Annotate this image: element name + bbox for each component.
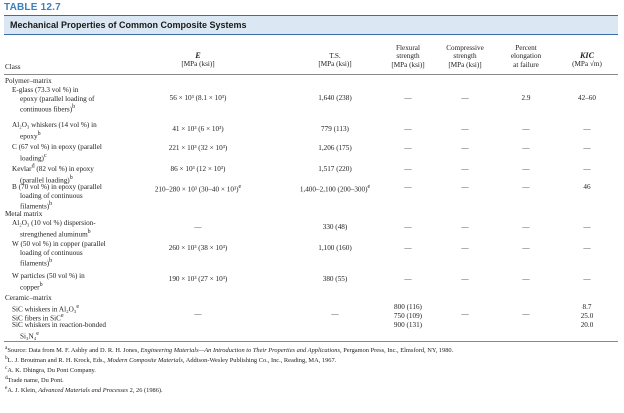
row-eglass-e: 56 × 10³ (8.1 × 10³) (169, 94, 227, 102)
row-c67-l1: C (67 vol %) in epoxy (parallel (12, 143, 102, 151)
row-wpart-l1: W particles (50 vol %) in (12, 272, 85, 280)
footer-rule (4, 341, 618, 342)
footnote-e-title: Advanced Materials and Processes (38, 387, 129, 395)
row-wpart-flex: — (404, 275, 412, 283)
category-polymer: Polymer–matrix (5, 77, 52, 85)
row-al2o3w-e: 41 × 10³ (6 × 10³) (172, 125, 224, 133)
row-wpart-material (12, 272, 85, 292)
row-wcu-material (12, 240, 106, 268)
row-boron-l1: B (70 vol %) in epoxy (parallel (12, 183, 102, 191)
header-flexural-unit: [MPa (ksi)] (391, 60, 425, 69)
footnote-e-text1: A. J. Klein, (7, 387, 39, 395)
header-compressive-l2: strength (453, 52, 477, 61)
row-sicw-l1: SiC whiskers in Al₂O₃ (12, 305, 77, 314)
row-al2o3al-kic: — (583, 223, 591, 231)
row-wpart-ts: 380 (55) (322, 275, 348, 283)
row-boron-l3: filaments) (20, 202, 50, 211)
row-wpart-e: 190 × 10³ (27 × 10³) (168, 275, 228, 283)
footnote-a-mark: a (5, 345, 8, 351)
row-kevlar-ts: 1,517 (220) (318, 165, 352, 173)
row-al2o3w-l1: Al₂O₃ whiskers (14 vol %) in (12, 121, 97, 129)
row-boron-e-value: 210–280 × 10³ (30–40 × 10³) (154, 185, 239, 194)
row-al2o3al-e: — (194, 223, 202, 231)
row-kevlar-l1a: Kevlar (12, 165, 32, 174)
footnote-d-text: Trade name, Du Pont. (7, 377, 64, 385)
row-c67-flex: — (404, 144, 412, 152)
row-sicw-e: — (194, 310, 202, 318)
row-boron-ts-sup: e (367, 184, 371, 190)
row-boron-sup: b (49, 201, 53, 208)
row-boron-l2: loading of continuous (20, 191, 83, 200)
row-al2o3al-flex: — (404, 223, 412, 231)
row-kevlar-l1b: (82 vol %) in epoxy (34, 165, 94, 174)
row-wcu-sup: b (49, 258, 53, 265)
row-boron-material (12, 183, 102, 211)
header-elongation-l2: elongation (510, 52, 542, 61)
row-sicw-flex: 800 (116) (394, 303, 422, 311)
footnote-c-text: A. K. Dhingra, Du Pont Company. (7, 367, 96, 375)
footnote-e-text2: 2, 26 (1986). (128, 387, 163, 395)
header-ts-unit: [MPa (ksi)] (318, 60, 352, 69)
header-e (158, 52, 238, 69)
row-kevlar-l2: (parallel loading) (20, 176, 70, 185)
header-ts-label: T.S. (329, 52, 341, 60)
row-wcu-l3: filaments) (20, 259, 50, 268)
footnote-b-title: Modern Composite Materials (107, 357, 183, 365)
row-eglass-sup: b (72, 104, 76, 111)
header-compressive-unit: [MPa (ksi)] (448, 60, 482, 69)
row-sicw-ts: — (331, 310, 339, 318)
header-flexural-l2: strength (396, 52, 420, 61)
row-eglass-l2: epoxy (parallel loading of (20, 94, 95, 103)
footnote-a-text2: , Pergamon Press, Inc., Elmsford, NY, 1980. (340, 347, 454, 355)
row-wcu-comp: — (461, 244, 469, 252)
table-number: TABLE 12.7 (4, 2, 61, 13)
row-eglass-ts: 1,640 (238) (318, 94, 352, 102)
row-boron-ts (288, 183, 382, 194)
row-sicrb-l1: SiC whiskers in reaction-bonded (12, 321, 107, 329)
row-al2o3w-kic: — (583, 125, 591, 133)
row-boron-e (148, 183, 248, 194)
row-eglass-l3: continuous fibers) (20, 105, 73, 114)
row-al2o3w-material (12, 121, 97, 141)
header-kic-symbol: KIC (579, 51, 595, 60)
row-sicrb-sup: e (36, 330, 39, 337)
row-al2o3w-pct: — (522, 125, 530, 133)
header-kic-unit: (MPa √m) (572, 60, 602, 69)
row-sicf-kic: 25.0 (580, 312, 594, 320)
row-eglass-l1: E-glass (73.3 vol %) in (12, 86, 79, 94)
row-wcu-kic: — (583, 244, 591, 252)
row-wcu-l1: W (50 vol %) in copper (parallel (12, 240, 106, 248)
table-title: Mechanical Properties of Common Composite Systems (10, 20, 247, 30)
row-wpart-sup: b (39, 281, 43, 288)
row-sicrb-l2: Si₃N₄ (20, 331, 37, 340)
row-al2o3w-flex: — (404, 125, 412, 133)
footnote-b-text2: , Addison-Wesley Publishing Co., Inc., Reading, MA, 1967. (182, 357, 337, 365)
row-c67-sup: c (43, 152, 47, 159)
row-al2o3al-sup: b (87, 228, 91, 235)
header-flexural-l1: Flexural (396, 44, 420, 52)
row-wcu-flex: — (404, 244, 412, 252)
row-c67-e: 221 × 10³ (32 × 10³) (168, 144, 228, 152)
header-elongation-l1: Percent (515, 44, 537, 52)
row-kevlar-sup1: d (31, 164, 35, 170)
header-rule (4, 74, 618, 75)
category-metal: Metal matrix (5, 210, 43, 218)
row-sicf-flex: 750 (109) (393, 312, 423, 320)
row-al2o3al-comp: — (461, 223, 469, 231)
row-kevlar-material (12, 163, 94, 185)
row-wcu-e: 260 × 10³ (38 × 10³) (168, 244, 228, 252)
row-sicrb-kic: 20.0 (580, 321, 594, 329)
row-al2o3al-material (12, 219, 96, 239)
footnote-e-mark: e (5, 385, 8, 391)
footnote-b-text1: L. J. Broutman and R. H. Krock, Eds., (7, 357, 108, 365)
row-al2o3al-pct: — (522, 223, 530, 231)
row-wcu-pct: — (522, 244, 530, 252)
row-eglass-material (12, 86, 94, 114)
row-wcu-ts: 1,100 (160) (318, 244, 352, 252)
row-al2o3w-l2: epoxy (20, 131, 38, 140)
header-compressive-l1: Compressive (446, 44, 484, 52)
header-ts (300, 52, 370, 69)
footnote-b-mark: b (5, 355, 8, 361)
row-c67-comp: — (461, 144, 469, 152)
row-boron-comp: — (461, 183, 469, 191)
row-eglass-kic: 42–60 (578, 94, 596, 102)
row-wpart-kic: — (583, 275, 591, 283)
row-al2o3w-ts: 779 (113) (321, 125, 349, 133)
footnote-a-text1: Source: Data from M. F. Ashby and D. R. H. Jones, (7, 347, 141, 355)
row-c67-pct: — (522, 144, 530, 152)
row-wpart-comp: — (461, 275, 469, 283)
header-elongation-l3: at failure (513, 60, 539, 69)
row-eglass-flex: — (404, 94, 412, 102)
footnote-d-mark: d (5, 375, 8, 381)
row-sicf-sup: e (60, 313, 64, 319)
row-sicw-pct: — (522, 310, 530, 318)
header-kic (560, 52, 614, 69)
header-e-unit: [MPa (ksi)] (181, 60, 215, 69)
row-boron-flex: — (404, 183, 412, 191)
row-boron-ts-value: 1,400–2,100 (200–300) (299, 185, 368, 194)
row-c67-material (12, 143, 102, 163)
row-kevlar-sup: b (69, 174, 73, 181)
row-sicrb-material (12, 321, 106, 341)
row-wpart-pct: — (522, 275, 530, 283)
row-kevlar-pct: — (522, 165, 530, 173)
row-c67-ts: 1,206 (175) (318, 144, 352, 152)
row-kevlar-comp: — (461, 165, 469, 173)
row-eglass-comp: — (461, 94, 469, 102)
category-ceramic: Ceramic–matrix (5, 294, 52, 302)
row-al2o3w-sup: b (37, 130, 41, 137)
row-boron-kic: 46 (583, 183, 591, 191)
row-al2o3al-l2: strengthened aluminum (20, 229, 88, 238)
header-class: Class (5, 63, 21, 71)
header-elongation (498, 44, 554, 69)
footnote-a-title: Engineering Materials—An Introduction to Their Properties and Applications (140, 347, 340, 355)
row-wpart-l2: copper (20, 282, 40, 291)
row-boron-pct: — (522, 183, 530, 191)
header-flexural (380, 44, 436, 69)
row-kevlar-kic: — (583, 165, 591, 173)
header-compressive (434, 44, 496, 69)
row-boron-e-sup: e (238, 184, 242, 190)
table-title-bar (4, 15, 618, 35)
row-kevlar-e: 86 × 10³ (12 × 10³) (170, 165, 226, 173)
row-c67-kic: — (583, 144, 591, 152)
row-al2o3al-ts: 330 (48) (322, 223, 348, 231)
row-sicw-comp: — (461, 310, 469, 318)
row-sicrb-flex: 900 (131) (393, 321, 423, 329)
row-eglass-pct: 2.9 (521, 94, 531, 102)
row-al2o3w-comp: — (461, 125, 469, 133)
row-sicf-l1: SiC fibers in SiC (12, 314, 61, 323)
row-sicw-kic: 8.7 (582, 303, 592, 311)
footnote-e (5, 384, 163, 395)
footnote-c-mark: c (5, 365, 8, 371)
row-kevlar-flex: — (404, 165, 412, 173)
row-wcu-l2: loading of continuous (20, 248, 83, 257)
header-e-symbol: E (195, 51, 201, 60)
row-c67-l2: loading) (20, 153, 44, 162)
row-al2o3al-l1: Al₂O₃ (10 vol %) dispersion- (12, 219, 96, 227)
row-sicw-sup: e (76, 304, 79, 310)
